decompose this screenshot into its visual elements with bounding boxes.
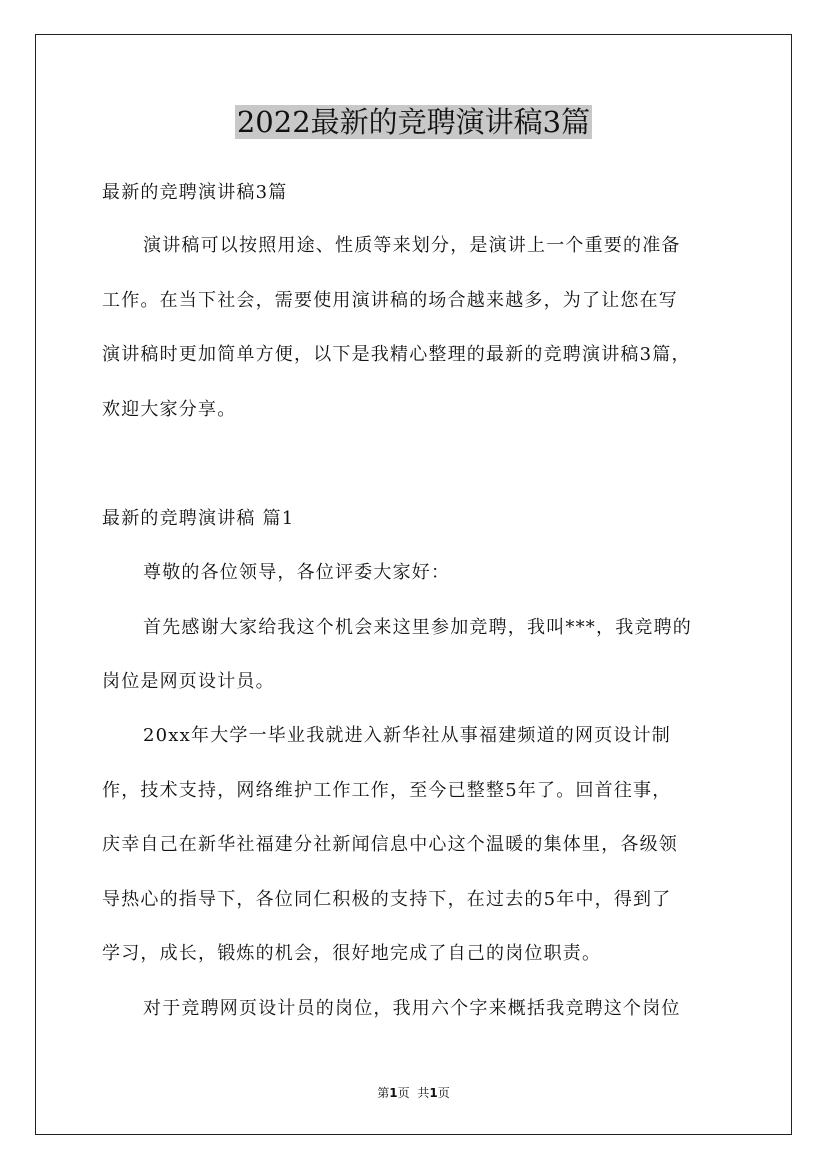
paragraph-line: 学习，成长，锻炼的机会，很好地完成了自己的岗位职责。	[102, 943, 602, 964]
footer-total-suffix: 页	[437, 1086, 450, 1100]
section-heading: 最新的竞聘演讲稿 篇1	[102, 508, 295, 529]
paragraph-line: 作，技术支持，网络维护工作工作，至今已整整5年了。回首往事，	[102, 780, 672, 801]
intro-line: 演讲稿可以按照用途、性质等来划分，是演讲上一个重要的准备	[143, 235, 681, 256]
footer-page-number: 1	[389, 1086, 398, 1100]
paragraph-line: 庆幸自己在新华社福建分社新闻信息中心这个温暖的集体里，各级领	[102, 834, 678, 855]
intro-line: 演讲稿时更加简单方便，以下是我精心整理的最新的竞聘演讲稿3篇，	[102, 344, 691, 365]
intro-line: 欢迎大家分享。	[102, 399, 237, 420]
paragraph-line: 首先感谢大家给我这个机会来这里参加竞聘，我叫***，我竞聘的	[143, 617, 692, 638]
paragraph-line: 导热心的指导下，各位同仁积极的支持下，在过去的5年中，得到了	[102, 889, 672, 910]
paragraph-line: 岗位是网页设计员。	[102, 671, 275, 692]
footer-page-prefix: 第	[377, 1086, 390, 1100]
footer-total-prefix: 共	[417, 1086, 430, 1100]
greeting: 尊敬的各位领导，各位评委大家好：	[143, 562, 451, 583]
document-title-text: 2022最新的竞聘演讲稿3篇	[236, 105, 591, 139]
footer-page-suffix: 页	[397, 1086, 410, 1100]
page-footer	[0, 1085, 827, 1101]
footer-total-number: 1	[429, 1086, 438, 1100]
paragraph-line: 对于竞聘网页设计员的岗位，我用六个字来概括我竞聘这个岗位	[143, 998, 681, 1019]
intro-line: 工作。在当下社会，需要使用演讲稿的场合越来越多，为了让您在写	[102, 290, 678, 311]
document-title	[0, 101, 827, 143]
paragraph-line: 20xx年大学一毕业我就进入新华社从事福建频道的网页设计制	[143, 725, 672, 746]
document-subtitle: 最新的竞聘演讲稿3篇	[102, 182, 288, 203]
